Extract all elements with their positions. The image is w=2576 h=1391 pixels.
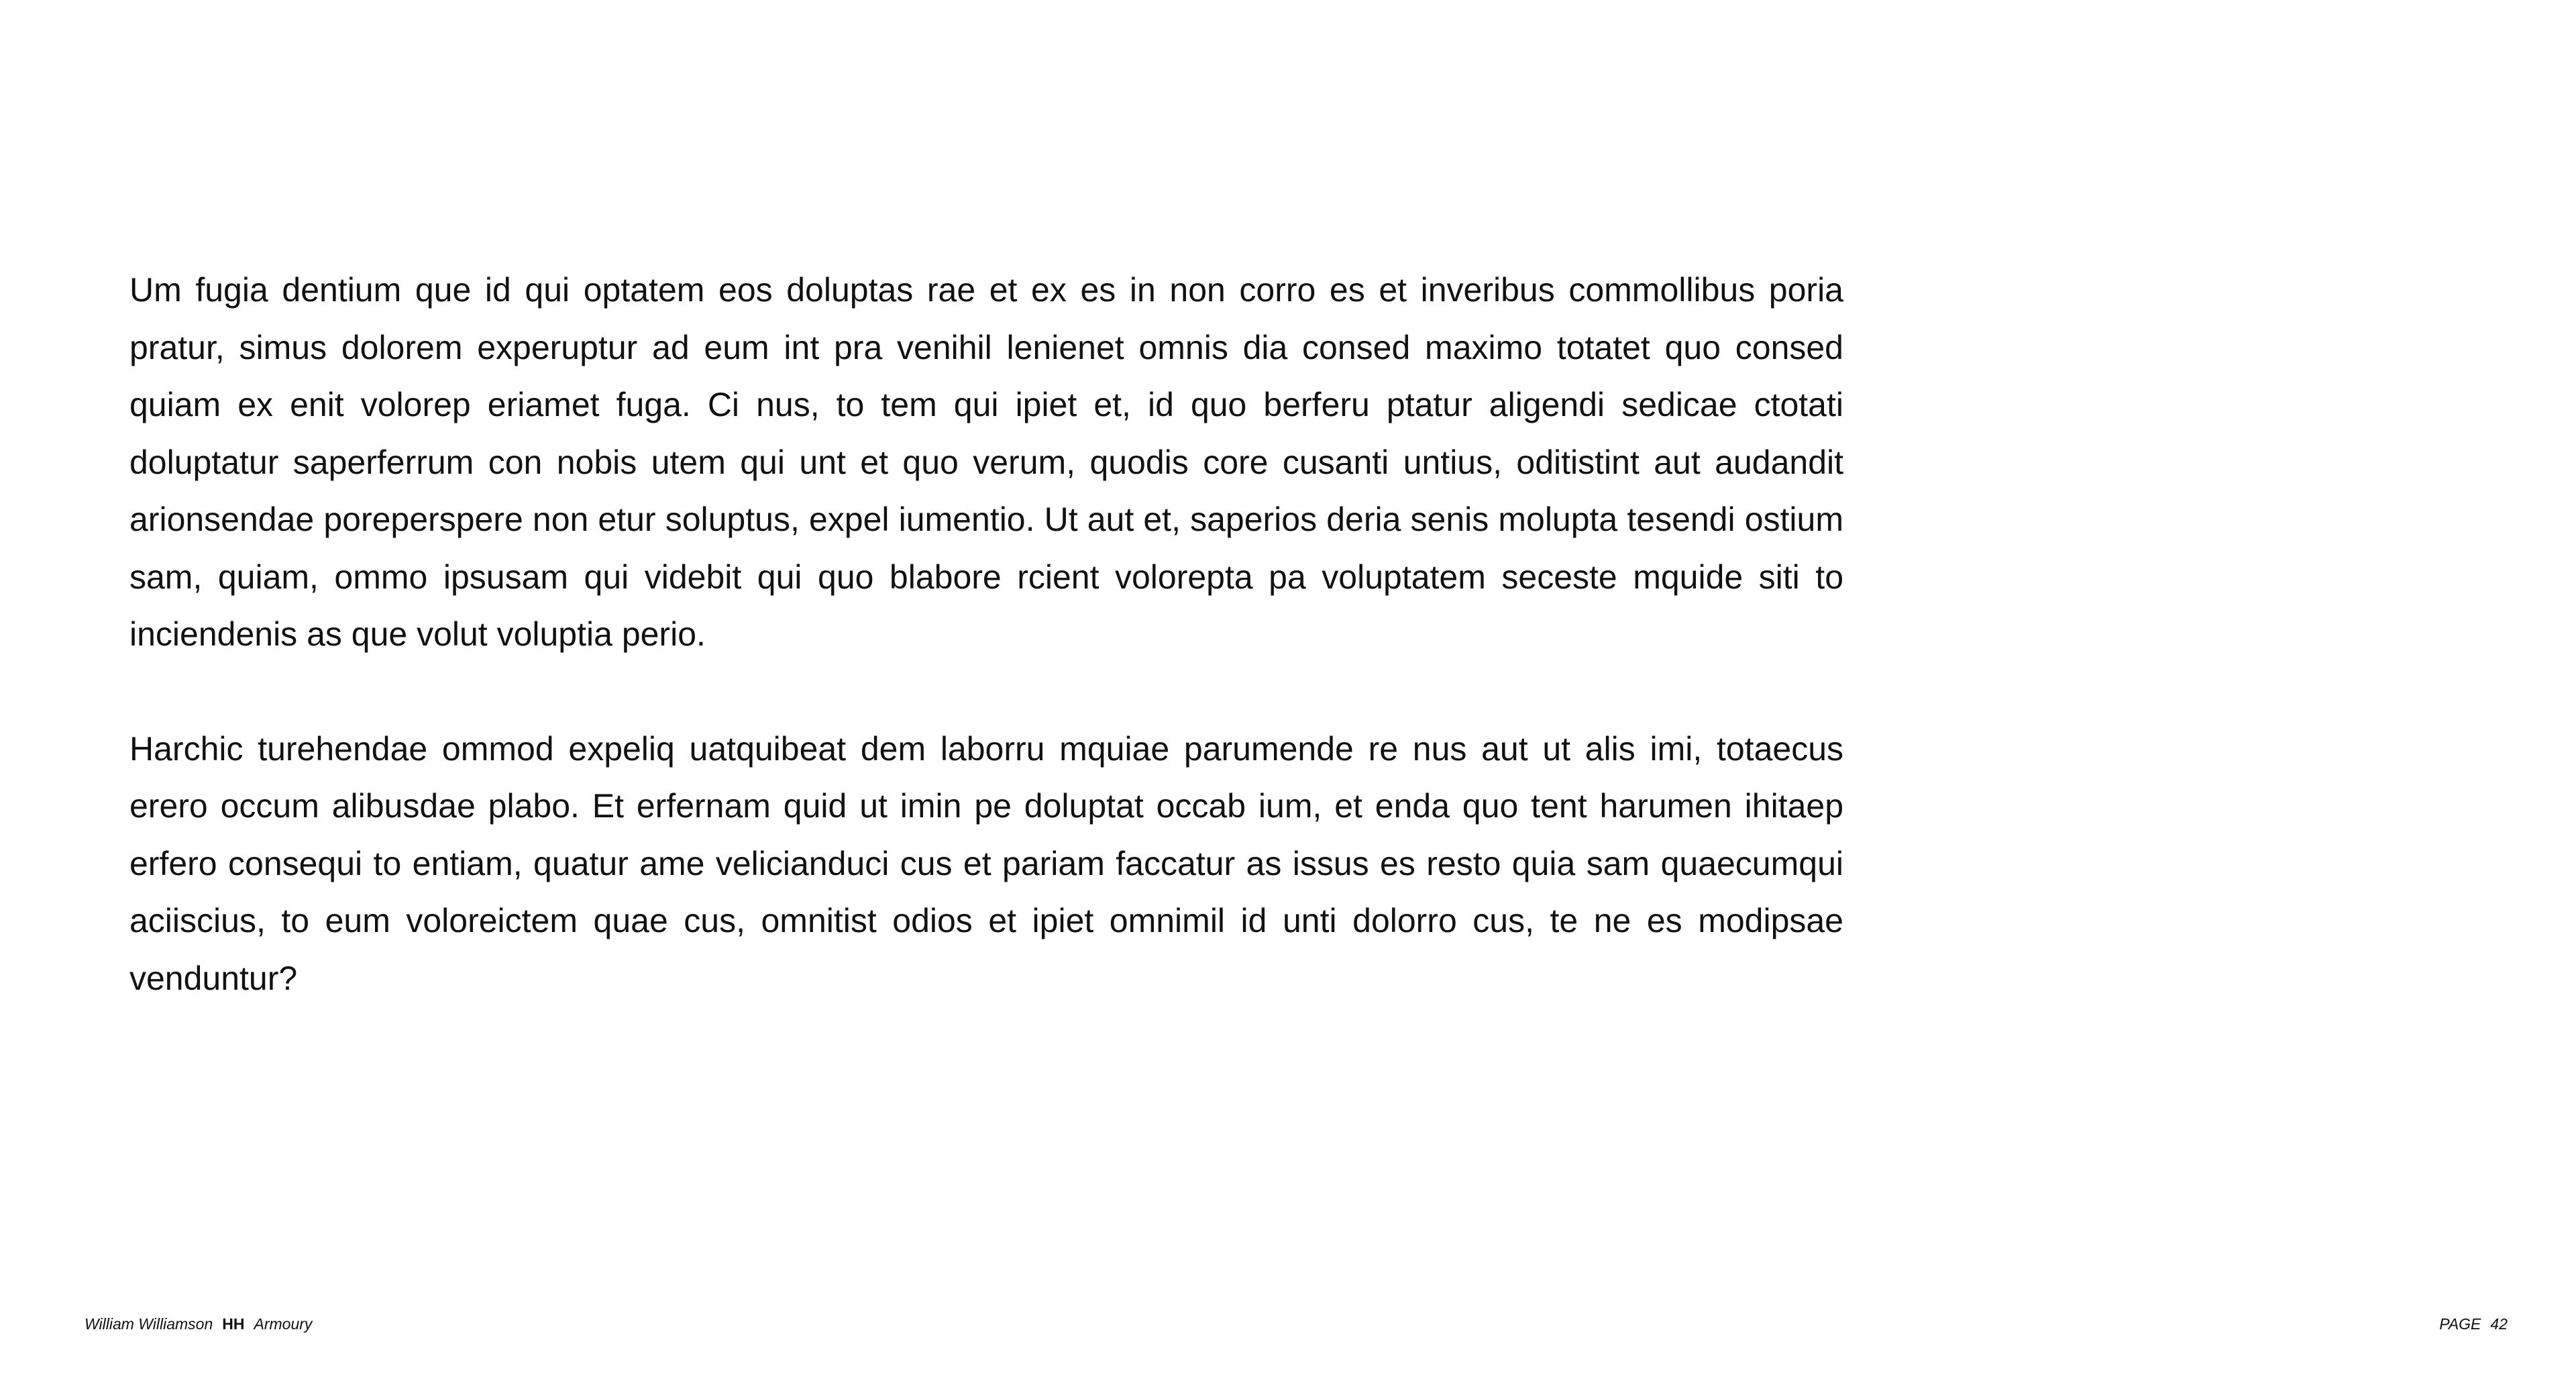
- author-name: William Williamson: [85, 1315, 213, 1333]
- paragraph-2: Harchic turehendae ommod expeliq uatquibeat dem laborru mquiae parumende re nus aut ut alis imi, totaecus erero occum alibusdae plabo. Et erfernam quid ut imin pe doluptat occab ium, et enda quo tent harumen ihitaep erfero consequi to entiam, quatur ame velicianduci cus et pariam faccatur as issus es resto quia sam quaecumqui aciiscius, to eum voloreictem quae cus, omnitist odios et ipiet omnimil id unti dolorro cus, te ne es modipsae venduntur?: [129, 729, 1843, 997]
- footer-credit: [85, 1314, 312, 1334]
- paragraph-1: Um fugia dentium que id qui optatem eos doluptas rae et ex es in non corro es et inveribus commollibus poria pratur, simus dolorem experuptur ad eum int pra venihil lenienet omnis dia consed maximo totatet quo consed quiam ex enit volorep eriamet fuga. Ci nus, to tem qui ipiet et, id quo berferu ptatur aligendi sedicae ctotati doluptatur saperferrum con nobis utem qui unt et quo verum, quodis core cusanti untius, oditistint aut audandit arionsendae poreperspere non etur soluptus, expel iumentio. Ut aut et, saperios deria senis molupta tesendi ostium sam, quiam, ommo ipsusam qui videbit qui quo blabore rcient volorepta pa voluptatem seceste mquide siti to inciendenis as que volut voluptia perio.: [129, 271, 1843, 653]
- page-number: 42: [2490, 1315, 2508, 1333]
- page-indicator: [2439, 1314, 2508, 1334]
- project-code: HH: [222, 1315, 245, 1333]
- project-name: Armoury: [254, 1315, 313, 1333]
- body-text: [129, 262, 1843, 1007]
- page-label: PAGE: [2439, 1315, 2481, 1333]
